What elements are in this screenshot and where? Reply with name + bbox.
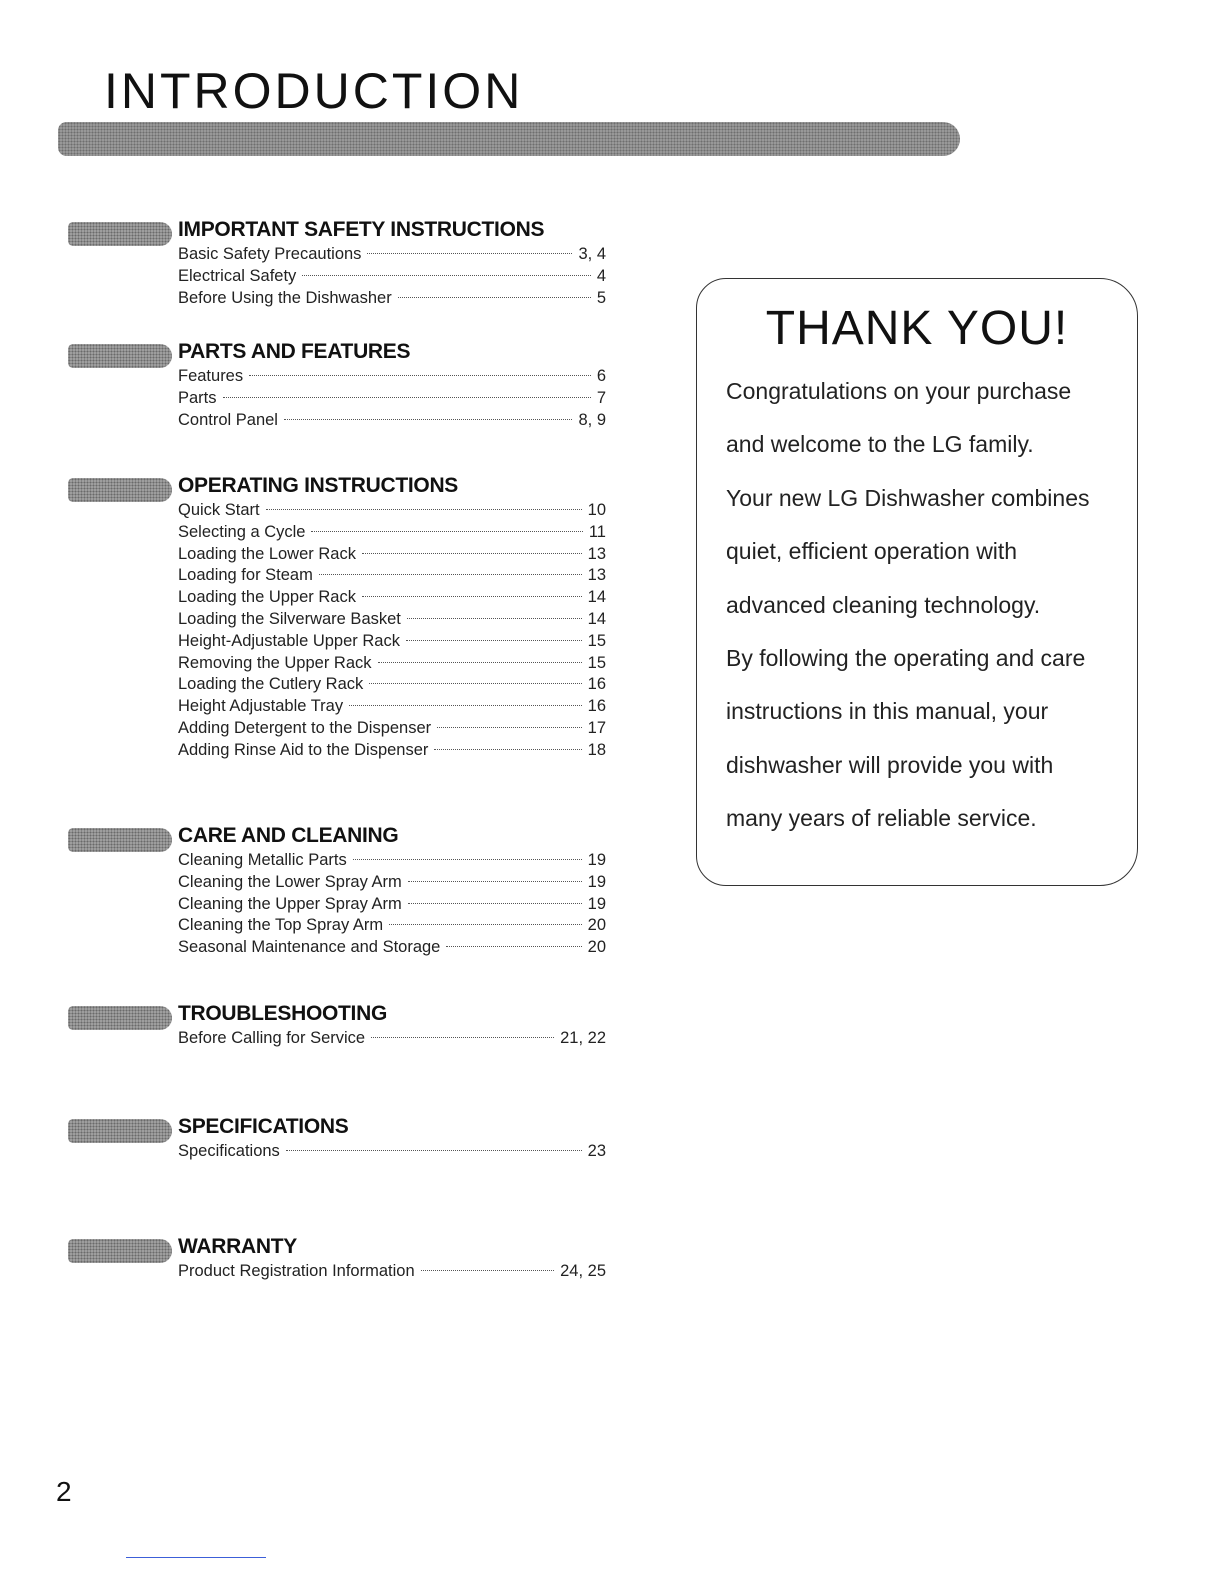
dot-leader xyxy=(362,553,582,554)
toc-entry-page: 15 xyxy=(587,653,606,672)
toc-entry-page: 14 xyxy=(587,609,606,628)
toc-entry-label: Product Registration Information xyxy=(178,1262,415,1280)
thank-you-line: many years of reliable service. xyxy=(726,805,1037,832)
toc-entry-page: 16 xyxy=(587,675,606,694)
thank-you-message xyxy=(726,373,1126,854)
toc-entry-label: Height Adjustable Tray xyxy=(178,697,344,716)
toc-entry xyxy=(178,718,606,740)
toc-entry-label: Cleaning the Top Spray Arm xyxy=(178,916,384,935)
section-marker-pill xyxy=(68,1119,172,1143)
dot-leader xyxy=(437,727,581,728)
toc-entry-page: 15 xyxy=(587,631,606,650)
thank-you-line: advanced cleaning technology. xyxy=(726,591,1041,618)
thank-you-line: Your new LG Dishwasher combines xyxy=(726,484,1090,511)
dot-leader xyxy=(446,946,581,947)
toc-entry xyxy=(178,872,606,894)
section-title: TROUBLESHOOTING xyxy=(178,1002,387,1025)
dot-leader xyxy=(434,749,581,750)
toc-entry-page: 6 xyxy=(596,367,606,385)
dot-leader xyxy=(406,640,582,641)
section-title: IMPORTANT SAFETY INSTRUCTIONS xyxy=(178,218,545,241)
toc-entry xyxy=(178,388,606,410)
dot-leader xyxy=(349,705,582,706)
dot-leader xyxy=(408,881,582,882)
toc-entry-label: Quick Start xyxy=(178,501,260,519)
toc-entry-label: Cleaning Metallic Parts xyxy=(178,851,347,869)
section-marker-pill xyxy=(68,478,172,502)
dot-leader xyxy=(266,509,582,510)
section-marker-pill xyxy=(68,1239,172,1263)
dot-leader xyxy=(371,1037,554,1038)
toc-entry xyxy=(178,565,606,587)
toc-entry xyxy=(178,653,606,675)
thank-you-line: and welcome to the LG family. xyxy=(726,431,1034,458)
toc-entry xyxy=(178,609,606,631)
toc-entry-label: Before Using the Dishwasher xyxy=(178,288,392,307)
footer-underline xyxy=(126,1557,266,1558)
section-marker-pill xyxy=(68,1006,172,1030)
toc-entry xyxy=(178,587,606,609)
page-title: INTRODUCTION xyxy=(104,63,524,119)
dot-leader xyxy=(286,1150,582,1151)
dot-leader xyxy=(362,596,582,597)
toc-entry xyxy=(178,288,606,310)
section-entries xyxy=(178,244,606,309)
toc-entry-label: Adding Rinse Aid to the Dispenser xyxy=(178,740,429,759)
toc-entry-label: Loading the Cutlery Rack xyxy=(178,675,364,694)
toc-entry-page: 23 xyxy=(587,1142,606,1160)
dot-leader xyxy=(302,275,591,276)
toc-entry-label: Cleaning the Upper Spray Arm xyxy=(178,894,402,913)
thank-you-title: THANK YOU! xyxy=(765,302,1069,355)
thank-you-line: By following the operating and care xyxy=(726,644,1086,671)
dot-leader xyxy=(353,859,582,860)
thank-you-line: quiet, efficient operation with xyxy=(726,538,1018,565)
section-title: PARTS AND FEATURES xyxy=(178,340,411,363)
toc-entry-page: 16 xyxy=(587,697,606,716)
dot-leader xyxy=(249,375,591,376)
toc-entry-label: Seasonal Maintenance and Storage xyxy=(178,938,441,957)
toc-entry xyxy=(178,544,606,566)
toc-entry-label: Loading the Silverware Basket xyxy=(178,609,401,628)
dot-leader xyxy=(284,419,572,420)
toc-entry-label: Control Panel xyxy=(178,410,278,429)
thank-you-line: instructions in this manual, your xyxy=(726,698,1049,725)
toc-entry xyxy=(178,522,606,544)
dot-leader xyxy=(398,297,591,298)
dot-leader xyxy=(408,903,582,904)
dot-leader xyxy=(407,618,582,619)
toc-entry-label: Basic Safety Precautions xyxy=(178,245,362,263)
section-entries xyxy=(178,500,606,762)
section-entries xyxy=(178,366,606,431)
toc-entry xyxy=(178,500,606,522)
dot-leader xyxy=(369,683,581,684)
dot-leader xyxy=(223,397,591,398)
toc-entry-page: 4 xyxy=(596,266,606,285)
dot-leader xyxy=(319,574,582,575)
toc-entry xyxy=(178,1261,606,1283)
dot-leader xyxy=(389,924,581,925)
section-marker-pill xyxy=(68,222,172,246)
section-entries xyxy=(178,1261,606,1283)
toc-entry xyxy=(178,894,606,916)
toc-entry xyxy=(178,410,606,432)
dot-leader xyxy=(311,531,582,532)
dot-leader xyxy=(378,662,582,663)
thank-you-line: dishwasher will provide you with xyxy=(726,751,1054,778)
dot-leader xyxy=(421,1270,555,1271)
toc-entry-page: 18 xyxy=(587,740,606,759)
toc-entry-page: 13 xyxy=(587,544,606,563)
toc-entry-page: 10 xyxy=(587,501,606,519)
toc-entry xyxy=(178,740,606,762)
toc-entry-page: 17 xyxy=(587,718,606,737)
toc-entry-page: 3, 4 xyxy=(578,245,606,263)
toc-entry xyxy=(178,674,606,696)
toc-entry-page: 19 xyxy=(587,872,606,891)
page-number: 2 xyxy=(56,1476,72,1507)
section-entries xyxy=(178,850,606,959)
toc-entry-label: Loading the Upper Rack xyxy=(178,588,356,607)
toc-entry-label: Adding Detergent to the Dispenser xyxy=(178,718,432,737)
toc-entry-label: Height-Adjustable Upper Rack xyxy=(178,631,400,650)
toc-entry xyxy=(178,850,606,872)
toc-entry-label: Electrical Safety xyxy=(178,266,297,285)
section-title: CARE AND CLEANING xyxy=(178,824,399,847)
toc-entry-page: 24, 25 xyxy=(560,1262,606,1280)
toc-entry-label: Features xyxy=(178,367,244,385)
toc-entry-page: 21, 22 xyxy=(560,1029,606,1047)
toc-entry-page: 14 xyxy=(587,588,606,607)
toc-entry-label: Loading the Lower Rack xyxy=(178,544,356,563)
thank-you-line: Congratulations on your purchase xyxy=(726,378,1072,404)
toc-entry xyxy=(178,631,606,653)
toc-entry xyxy=(178,915,606,937)
section-title: SPECIFICATIONS xyxy=(178,1115,349,1138)
toc-entry xyxy=(178,244,606,266)
toc-entry-label: Specifications xyxy=(178,1142,280,1160)
section-entries xyxy=(178,1028,606,1050)
toc-entry-page: 19 xyxy=(587,851,606,869)
toc-entry-page: 11 xyxy=(588,522,606,541)
toc-entry-page: 5 xyxy=(596,288,606,307)
section-entries xyxy=(178,1141,606,1163)
toc-entry xyxy=(178,366,606,388)
section-marker-pill xyxy=(68,828,172,852)
toc-entry-label: Parts xyxy=(178,388,217,407)
toc-entry-page: 19 xyxy=(587,894,606,913)
dot-leader xyxy=(367,253,572,254)
toc-entry-page: 13 xyxy=(587,566,606,585)
toc-entry-page: 7 xyxy=(596,388,606,407)
toc-entry xyxy=(178,937,606,959)
thank-you-box xyxy=(696,278,1138,886)
toc-entry-label: Cleaning the Lower Spray Arm xyxy=(178,872,402,891)
toc-entry-label: Removing the Upper Rack xyxy=(178,653,372,672)
toc-entry xyxy=(178,266,606,288)
toc-entry-page: 20 xyxy=(587,916,606,935)
toc-entry-label: Selecting a Cycle xyxy=(178,522,306,541)
toc-entry xyxy=(178,696,606,718)
section-marker-pill xyxy=(68,344,172,368)
toc-entry-page: 20 xyxy=(587,938,606,957)
section-title: OPERATING INSTRUCTIONS xyxy=(178,474,459,497)
toc-entry-label: Before Calling for Service xyxy=(178,1029,366,1047)
toc-entry-page: 8, 9 xyxy=(578,410,606,429)
section-title: WARRANTY xyxy=(178,1235,297,1258)
toc-entry xyxy=(178,1141,606,1163)
toc-entry-label: Loading for Steam xyxy=(178,566,313,585)
toc-entry xyxy=(178,1028,606,1050)
